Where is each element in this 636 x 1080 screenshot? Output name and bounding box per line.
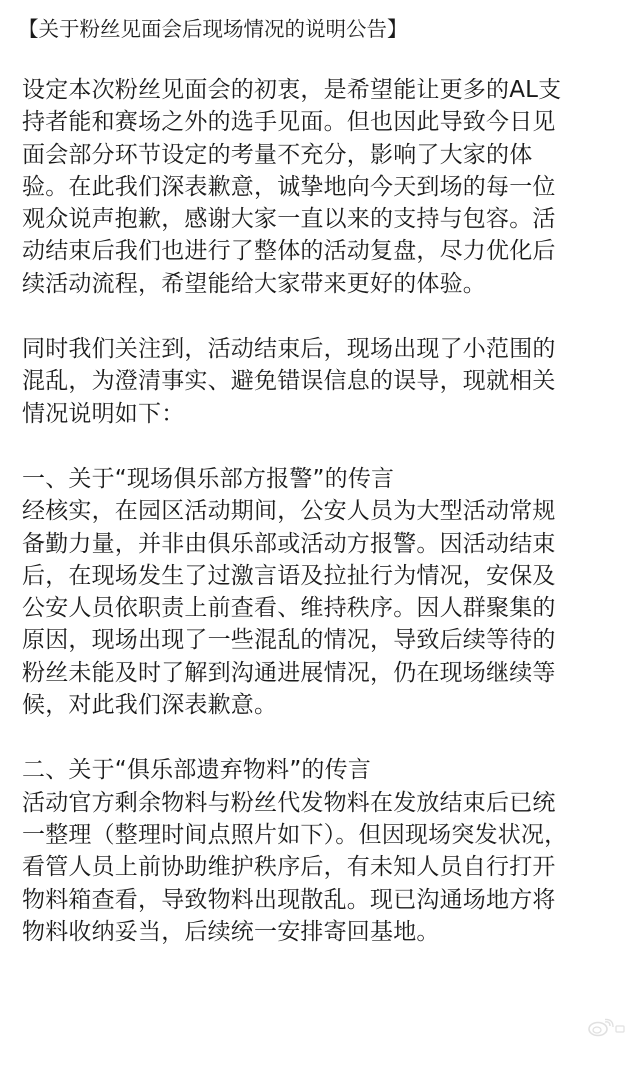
- text-line: 观众说声抱歉，感谢大家一直以来的支持与包容。活: [22, 206, 556, 233]
- announcement-document: [18, 12, 622, 948]
- text-line: 同时我们关注到，活动结束后，现场出现了小范围的: [22, 336, 556, 363]
- text-line: 设定本次粉丝见面会的初衷，是希望能让更多的AL支: [22, 77, 562, 103]
- text-line: 物料箱查看，导致物料出现散乱。现已沟通场地方将: [22, 886, 556, 913]
- text-line: 原因，现场出现了一些混乱的情况，导致后续等待的: [22, 627, 556, 654]
- text-line: 物料收纳妥当，后续统一安排寄回基地。: [22, 918, 440, 945]
- announcement-title: 【关于粉丝见面会后现场情况的说明公告】: [18, 17, 408, 41]
- text-line: 一整理（整理时间点照片如下）。但因现场突发状况，: [22, 821, 568, 848]
- text-line: 持者能和赛场之外的选手见面。但也因此导致今日见: [22, 109, 556, 136]
- text-line: 活动官方剩余物料与粉丝代发物料在发放结束后已统: [22, 789, 556, 816]
- paragraph-notice: [22, 333, 622, 430]
- text-line: 验。在此我们深表歉意，诚挚地向今天到场的每一位: [22, 173, 556, 200]
- text-line: 备勤力量，并非由俱乐部或活动方报警。因活动结束: [22, 530, 556, 557]
- paragraph-section-one: [22, 463, 622, 721]
- text-line: 混乱，为澄清事实、避免错误信息的误导，现就相关: [22, 368, 556, 395]
- weibo-watermark-icon: [586, 1018, 626, 1038]
- text-line: 面会部分环节设定的考量不充分，影响了大家的体: [22, 141, 533, 168]
- text-line: 看管人员上前协助维护秩序后，有未知人员自行打开: [22, 854, 556, 881]
- text-line: 情况说明如下：: [22, 400, 185, 427]
- paragraph-intro: [22, 74, 622, 300]
- text-line: 粉丝未能及时了解到沟通进展情况，仍在现场继续等: [22, 659, 556, 686]
- text-line: 经核实，在园区活动期间，公安人员为大型活动常规: [22, 498, 556, 525]
- text-line: 候，对此我们深表歉意。: [22, 692, 278, 719]
- text-line: 公安人员依职责上前查看、维持秩序。因人群聚集的: [22, 595, 556, 622]
- section-heading: 一、关于“现场俱乐部方报警”的传言: [22, 465, 395, 492]
- text-line: 动结束后我们也进行了整体的活动复盘，尽力优化后: [22, 238, 556, 265]
- paragraph-section-two: [22, 754, 622, 948]
- text-line: 续活动流程，希望能给大家带来更好的体验。: [22, 270, 486, 297]
- text-line: 后，在现场发生了过激言语及拉扯行为情况，安保及: [22, 562, 556, 589]
- section-heading: 二、关于“俱乐部遗弃物料”的传言: [22, 757, 372, 784]
